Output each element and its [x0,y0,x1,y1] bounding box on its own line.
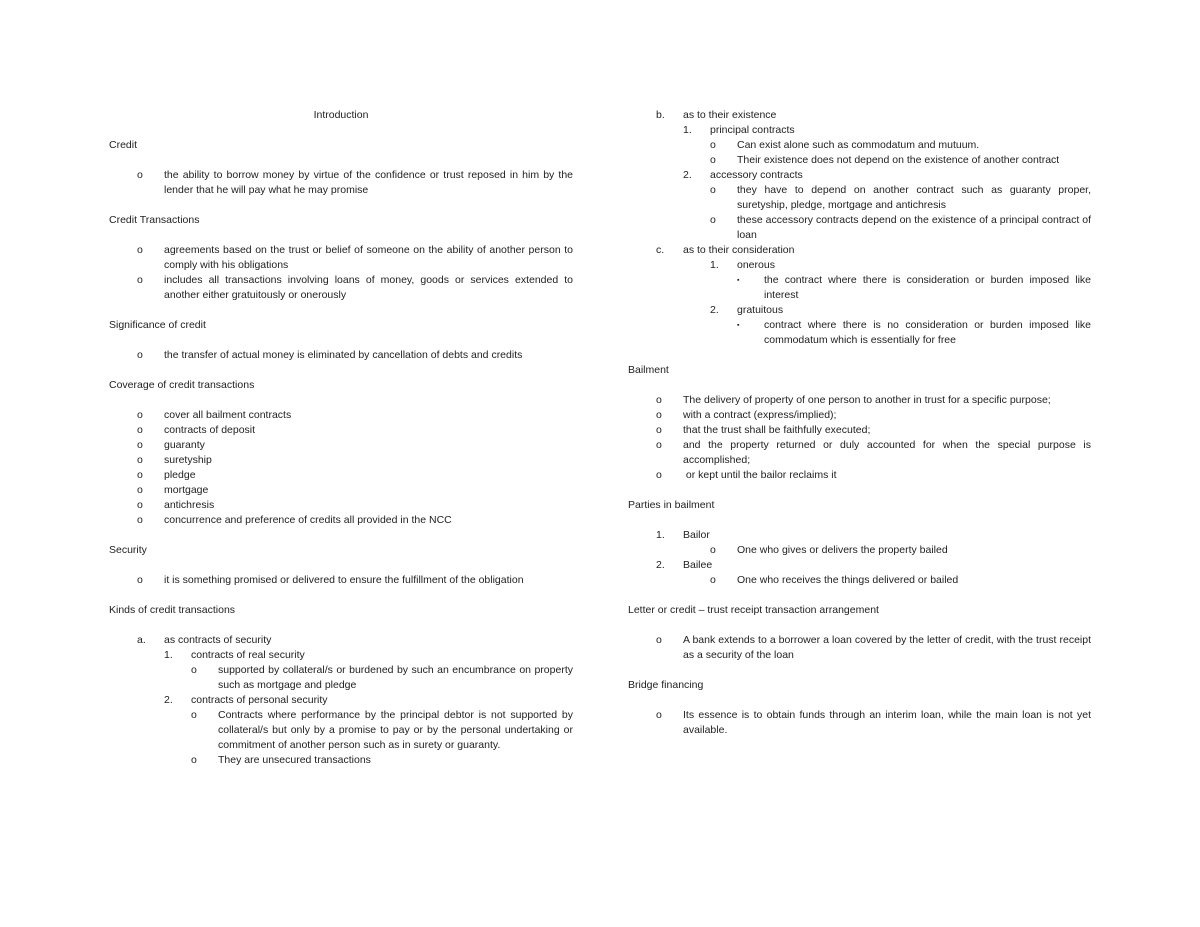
list-item [628,243,1091,258]
heading-significance: Significance of credit [109,319,206,331]
list-marker: 1. [683,124,692,136]
coverage-list [109,408,573,528]
list-item-text: concurrence and preference of credits all provided in the NCC [164,514,452,526]
list-item-text: The delivery of property of one person to another in trust for a specific purpose; [683,394,1051,406]
list-item-text: contracts of deposit [164,424,256,436]
list-item [628,633,1091,663]
list-item [628,258,1091,273]
list-item [628,303,1091,318]
bridge-list [628,708,1091,738]
list-item-text: antichresis [164,499,215,511]
list-item [109,453,573,468]
list-item-text: as to their consideration [683,244,795,256]
list-item-text: mortgage [164,484,209,496]
list-marker: c. [656,244,665,256]
list-item-text: One who receives the things delivered or bailed [737,574,959,586]
list-item [628,543,1091,558]
bullet-marker: o [137,454,143,466]
heading-bailment: Bailment [628,364,669,376]
heading-kinds: Kinds of credit transactions [109,604,236,616]
bullet-marker: o [137,484,143,496]
list-item [109,408,573,423]
list-item-text: Its essence is to obtain funds through an interim loan, while the main loan is not yet available. [683,709,1091,736]
list-item [628,468,1091,483]
list-item-text: One who gives or delivers the property bailed [737,544,948,556]
list-item-text: A bank extends to a borrower a loan covered by the letter of credit, with the trust receipt as a security of the loan [683,634,1091,661]
list-item [109,348,573,363]
heading-coverage: Coverage of credit transactions [109,379,255,391]
list-item-text: Their existence does not depend on the existence of another contract [737,154,1060,166]
list-item [109,423,573,438]
list-item-text: cover all bailment contracts [164,409,292,421]
list-marker: 2. [164,694,173,706]
kinds-continued-list [628,108,1091,348]
bullet-marker: o [656,709,662,721]
bullet-marker: o [656,424,662,436]
list-item-text: the ability to borrow money by virtue of the confidence or trust reposed in him by the lender that he will pay what he may promise [164,169,573,196]
list-marker: 2. [656,559,665,571]
list-marker: 1. [710,259,719,271]
bullet-marker: o [710,154,716,166]
list-item-text: the transfer of actual money is eliminated by cancellation of debts and credits [164,349,523,361]
list-item-text: suretyship [164,454,212,466]
list-item-text: Can exist alone such as commodatum and mutuum. [737,139,980,151]
bullet-marker: o [656,394,662,406]
bullet-marker: o [191,709,197,721]
square-bullet-marker: ▪ [737,277,740,284]
list-item-text: with a contract (express/implied); [683,409,837,421]
list-item-text: and the property returned or duly accounted for when the special purpose is accomplished; [683,439,1091,466]
list-item [109,633,573,648]
list-item [628,153,1091,168]
heading-letter-of-credit: Letter or credit – trust receipt transaction arrangement [628,604,879,616]
list-item-text: they have to depend on another contract such as guaranty proper, suretyship, pledge, mortgage and antichresis [737,184,1091,211]
list-item-text: supported by collateral/s or burdened by such an encumbrance on property such as mortgage and pledge [218,664,573,691]
bullet-marker: o [710,574,716,586]
bullet-marker: o [137,169,143,181]
heading-bridge-financing: Bridge financing [628,679,704,691]
square-bullet-marker: ▪ [737,322,740,329]
list-item-text: contracts of real security [191,649,305,661]
list-item [109,693,573,708]
list-item [628,438,1091,468]
list-item-text: They are unsecured transactions [218,754,371,766]
list-item [109,243,573,273]
list-item [109,468,573,483]
list-item-text: contract where there is no consideration or burden imposed like commodatum which is essentially for free [764,319,1091,346]
list-marker: a. [137,634,146,646]
list-item [628,708,1091,738]
list-item [628,408,1091,423]
list-item [109,708,573,753]
bullet-marker: o [137,409,143,421]
heading-parties: Parties in bailment [628,499,715,511]
list-item [628,183,1091,213]
bullet-marker: o [137,349,143,361]
list-item-text: these accessory contracts depend on the existence of a principal contract of loan [737,214,1091,241]
list-item-text: Bailee [683,559,713,571]
list-item [628,573,1091,588]
bullet-marker: o [137,514,143,526]
list-item [109,648,573,663]
list-item-text: the contract where there is consideration or burden imposed like interest [764,274,1091,301]
list-item [109,168,573,198]
list-marker: 1. [656,529,665,541]
bullet-marker: o [656,469,662,481]
list-item [628,138,1091,153]
bullet-marker: o [656,409,662,421]
list-marker: 2. [710,304,719,316]
left-column [109,108,573,768]
bullet-marker: o [710,139,716,151]
list-item [628,108,1091,123]
list-item [628,273,1091,303]
list-item-text: or kept until the bailor reclaims it [683,469,837,481]
list-item-text: guaranty [164,439,205,451]
list-item [628,393,1091,408]
bullet-marker: o [710,544,716,556]
bullet-marker: o [137,244,143,256]
list-item-text: gratuitous [737,304,784,316]
significance-list [109,348,573,363]
bullet-marker: o [137,574,143,586]
list-item-text: Contracts where performance by the principal debtor is not supported by collateral/s but only by a promise to pay or by the personal undertaking or commitment of another person such as in surety or guaranty. [218,709,573,751]
list-item [628,423,1091,438]
list-item [109,753,573,768]
bullet-marker: o [656,439,662,451]
list-item [109,483,573,498]
list-item [628,123,1091,138]
credit-transactions-list [109,243,573,303]
heading-credit: Credit [109,139,138,151]
heading-credit-transactions: Credit Transactions [109,214,200,226]
list-marker: b. [656,109,665,121]
list-item [109,273,573,303]
bailment-list [628,393,1091,483]
bullet-marker: o [191,754,197,766]
credit-list [109,168,573,198]
bullet-marker: o [137,469,143,481]
list-marker: 1. [164,649,173,661]
bullet-marker: o [137,499,143,511]
list-item-text: accessory contracts [710,169,803,181]
bullet-marker: o [137,274,143,286]
list-item [109,663,573,693]
list-item [109,438,573,453]
list-item-text: as to their existence [683,109,777,121]
list-item-text: Bailor [683,529,710,541]
list-item-text: it is something promised or delivered to ensure the fulfillment of the obligation [164,574,524,586]
bullet-marker: o [710,214,716,226]
bullet-marker: o [710,184,716,196]
list-item [628,213,1091,243]
list-item-text: pledge [164,469,196,481]
list-item [109,573,573,588]
list-item [109,498,573,513]
list-item-text: that the trust shall be faithfully executed; [683,424,871,436]
list-item-text: onerous [737,259,775,271]
heading-security: Security [109,544,147,556]
list-marker: 2. [683,169,692,181]
list-item [628,528,1091,543]
bullet-marker: o [191,664,197,676]
list-item [628,558,1091,573]
bullet-marker: o [137,439,143,451]
bullet-marker: o [656,634,662,646]
list-item-text: agreements based on the trust or belief of someone on the ability of another person to comply with his obligations [164,244,573,271]
list-item [628,318,1091,348]
right-column [628,108,1091,753]
kinds-list [109,633,573,768]
page-title: Introduction [313,109,369,121]
security-list [109,573,573,588]
list-item-text: principal contracts [710,124,795,136]
parties-list [628,528,1091,588]
list-item-text: includes all transactions involving loans of money, goods or services extended to another either gratuitously or onerously [164,274,573,301]
list-item-text: as contracts of security [164,634,272,646]
list-item [628,168,1091,183]
letter-list [628,633,1091,663]
list-item-text: contracts of personal security [191,694,328,706]
bullet-marker: o [137,424,143,436]
list-item [109,513,573,528]
